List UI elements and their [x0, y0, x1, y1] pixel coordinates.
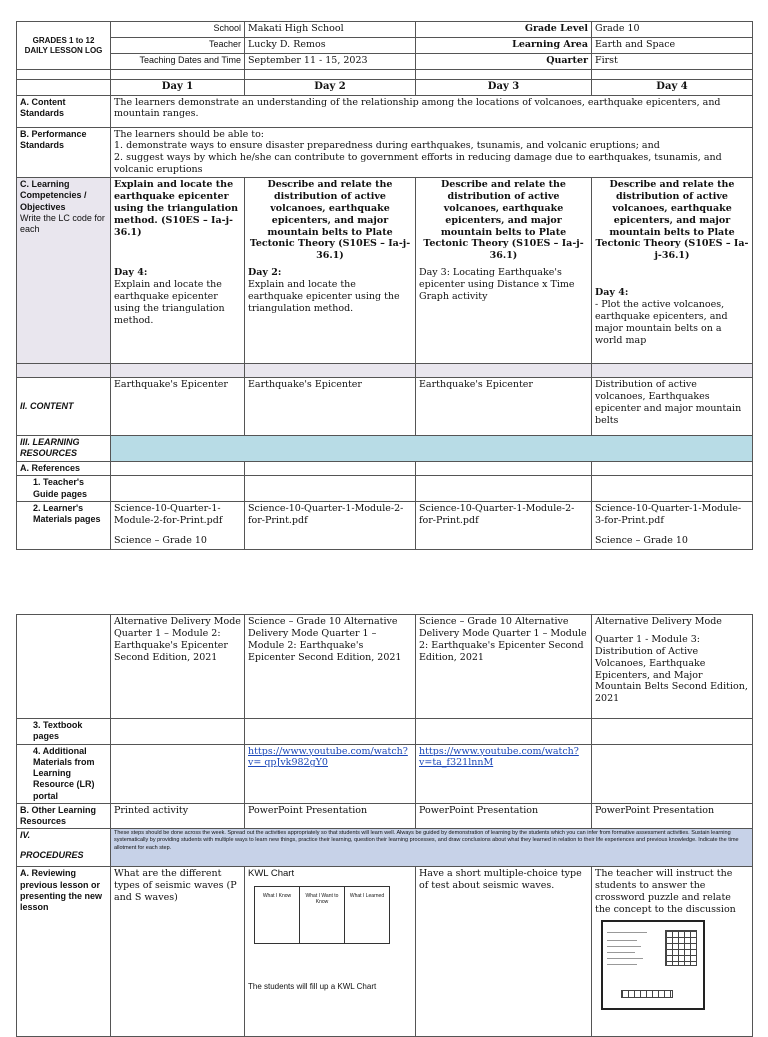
- performance-line-2: 1. demonstrate ways to ensure disaster preparedness during earthquakes, tsunamis, and volcanic eruptions; and: [114, 140, 660, 152]
- content-standards-label: A. Content Standards: [17, 95, 111, 127]
- learners-day4-file: Science-10-Quarter-1-Module-3-for-Print.pdf: [595, 502, 742, 526]
- learners-day1: [111, 501, 245, 549]
- other-day3: PowerPoint Presentation: [416, 803, 592, 829]
- review-day1: What are the different types of seismic waves (P and S waves): [111, 867, 245, 1037]
- youtube-link-day3[interactable]: https://www.youtube.com/watch?v=ta_f321lnnM: [419, 745, 579, 769]
- quarter-label: Quarter: [416, 54, 592, 70]
- kwl-want-col: What I Want to Know: [300, 887, 345, 943]
- textbook-label: 3. Textbook pages: [17, 719, 111, 745]
- references-label: A. References: [17, 462, 111, 476]
- competency-day3-sub: Day 3: Locating Earthquake's epicenter using Distance x Time Graph activity: [419, 267, 575, 302]
- performance-standards-text: [111, 127, 753, 178]
- competency-day4-sub: - Plot the active volcanoes, earthquake epicenters, and major mountain belts on a world map: [595, 298, 728, 346]
- teacher-label: Teacher: [111, 38, 245, 54]
- other-day1: Printed activity: [111, 803, 245, 829]
- competency-day1-sub-title: Day 4:: [114, 267, 148, 278]
- day-1-header: Day 1: [111, 80, 245, 96]
- content-day1: Earthquake's Epicenter: [111, 378, 245, 436]
- competency-day4: [592, 178, 753, 364]
- competency-day4-sub-title: Day 4:: [595, 287, 629, 298]
- content-day4: Distribution of active volcanoes, Earthquakes epicenter and major mountain belts: [592, 378, 753, 436]
- adm-day2: Science – Grade 10 Alternative Delivery Mode Quarter 1 – Module 2: Earthquake's Epicenter Second Edition, 2021: [245, 615, 416, 719]
- kwl-instruction: The students will fill up a KWL Chart: [248, 982, 377, 992]
- grade-level-label: Grade Level: [416, 22, 592, 38]
- kwl-know-col: What I Know: [255, 887, 300, 943]
- competency-day2: [245, 178, 416, 364]
- competency-day2-sub-title: Day 2:: [248, 267, 282, 278]
- grades-label: GRADES 1 to 12 DAILY LESSON LOG: [17, 22, 111, 70]
- competency-day3: [416, 178, 592, 364]
- crossword-puzzle-image: [601, 920, 705, 1010]
- competency-day1-sub: Explain and locate the earthquake epicenter using the triangulation method.: [114, 278, 225, 326]
- grade-level-value: Grade 10: [592, 22, 753, 38]
- content-day2: Earthquake's Epicenter: [245, 378, 416, 436]
- additional-materials-label: 4. Additional Materials from Learning Resource (LR) portal: [17, 744, 111, 803]
- youtube-link-day2[interactable]: https://www.youtube.com/watch?v= qpJvk982gY0: [248, 745, 408, 769]
- learners-day4: [592, 501, 753, 549]
- content-label: II. CONTENT: [17, 378, 111, 436]
- school-value: Makati High School: [245, 22, 416, 38]
- day-4-header: Day 4: [592, 80, 753, 96]
- procedures-label-cell: [17, 829, 111, 867]
- other-resources-label: B. Other Learning Resources: [17, 803, 111, 829]
- procedures-label: PROCEDURES: [20, 849, 84, 860]
- lesson-log-table-page1: [16, 21, 753, 550]
- learners-day3: Science-10-Quarter-1-Module-2-for-Print.pdf: [416, 501, 592, 549]
- teacher-value: Lucky D. Remos: [245, 38, 416, 54]
- lesson-log-table-page2: [16, 614, 753, 1037]
- competency-day2-sub: Explain and locate the earthquake epicenter using the triangulation method.: [248, 278, 400, 314]
- procedures-note: These steps should be done across the week. Spread out the activities appropriately so that students will learn well. Always be guided by demonstration of learning by the students which you can infer from formative assessment activities. Sustain learning systematically by providing students with multiple ways to learn new things, practice their learning, question their learning processes, and draw conclusions about what they learned in relation to their life experiences and previous knowledge. Indicate the time allotment for each step.: [111, 829, 753, 867]
- performance-standards-label: B. Performance Standards: [17, 127, 111, 178]
- competency-day4-objective: Describe and relate the distribution of active volcanoes, earthquake epicenters, and major mountain belts to Plate Tectonic Theory (S10ES – Ia-j-36.1): [595, 179, 749, 262]
- learners-day4-book: Science – Grade 10: [595, 534, 688, 546]
- review-day3: Have a short multiple-choice type of test about seismic waves.: [416, 867, 592, 1037]
- quarter-value: First: [592, 54, 753, 70]
- performance-line-3: 2. suggest ways by which he/she can contribute to government efforts in reducing damage due to earthquakes, tsunamis, and volcanic eruptions: [114, 152, 722, 176]
- competencies-label: C. Learning Competencies / Objectives: [20, 179, 87, 212]
- kwl-chart-title: KWL Chart: [248, 868, 295, 880]
- adm-day3: Science – Grade 10 Alternative Delivery Mode Quarter 1 – Module 2: Earthquake's Epicenter Second Edition, 2021: [416, 615, 592, 719]
- review-day4-text: The teacher will instruct the students to answer the crossword puzzle and relate the concept to the discussion: [595, 868, 736, 915]
- review-day2: [245, 867, 416, 1037]
- dates-label: Teaching Dates and Time: [111, 54, 245, 70]
- adm-day1: Alternative Delivery Mode Quarter 1 – Module 2: Earthquake's Epicenter Second Edition, 2021: [111, 615, 245, 719]
- day-3-header: Day 3: [416, 80, 592, 96]
- content-standards-text: The learners demonstrate an understanding of the relationship among the locations of volcanoes, earthquake epicenters, and mountain ranges.: [111, 95, 753, 127]
- kwl-chart: [254, 886, 390, 944]
- performance-line-1: The learners should be able to:: [114, 128, 264, 140]
- learning-area-label: Learning Area: [416, 38, 592, 54]
- competency-day2-objective: Describe and relate the distribution of active volcanoes, earthquake epicenters, and major mountain belts to Plate Tectonic Theory (S10ES – Ia-j-36.1): [249, 179, 411, 262]
- review-day4: [592, 867, 753, 1037]
- competency-day1: [111, 178, 245, 364]
- learners-day2: Science-10-Quarter-1-Module-2-for-Print.pdf: [245, 501, 416, 549]
- adm-day4-title: Alternative Delivery Mode: [595, 616, 722, 627]
- learners-day1-file: Science-10-Quarter-1-Module-2-for-Print.pdf: [114, 502, 223, 526]
- competencies-label-cell: [17, 178, 111, 364]
- learners-materials-label: 2. Learner's Materials pages: [17, 501, 111, 549]
- competency-day3-objective: Describe and relate the distribution of active volcanoes, earthquake epicenters, and major mountain belts to Plate Tectonic Theory (S10ES – Ia-j-36.1): [423, 179, 584, 262]
- adm-day4-text: Quarter 1 - Module 3: Distribution of Active Volcanoes, Earthquake Epicenters, and Major Mountain Belts Second Edition, 2021: [595, 633, 748, 705]
- learning-resources-label: III. LEARNING RESOURCES: [17, 436, 111, 462]
- learning-area-value: Earth and Space: [592, 38, 753, 54]
- learners-day1-book: Science – Grade 10: [114, 534, 207, 546]
- reviewing-label: A. Reviewing previous lesson or presenting the new lesson: [17, 867, 111, 1037]
- competencies-note: Write the LC code for each: [20, 212, 105, 234]
- school-label: School: [111, 22, 245, 38]
- content-day3: Earthquake's Epicenter: [416, 378, 592, 436]
- other-day2: PowerPoint Presentation: [245, 803, 416, 829]
- dates-value: September 11 - 15, 2023: [245, 54, 416, 70]
- procedures-label-number: IV.: [20, 830, 31, 841]
- other-day4: PowerPoint Presentation: [592, 803, 753, 829]
- kwl-learned-col: What I Learned: [349, 893, 385, 900]
- adm-day4: [592, 615, 753, 719]
- day-2-header: Day 2: [245, 80, 416, 96]
- competency-day1-objective: Explain and locate the earthquake epicenter using the triangulation method. (S10ES – Ia-j-36.1): [114, 179, 238, 238]
- teachers-guide-label: 1. Teacher's Guide pages: [17, 476, 111, 502]
